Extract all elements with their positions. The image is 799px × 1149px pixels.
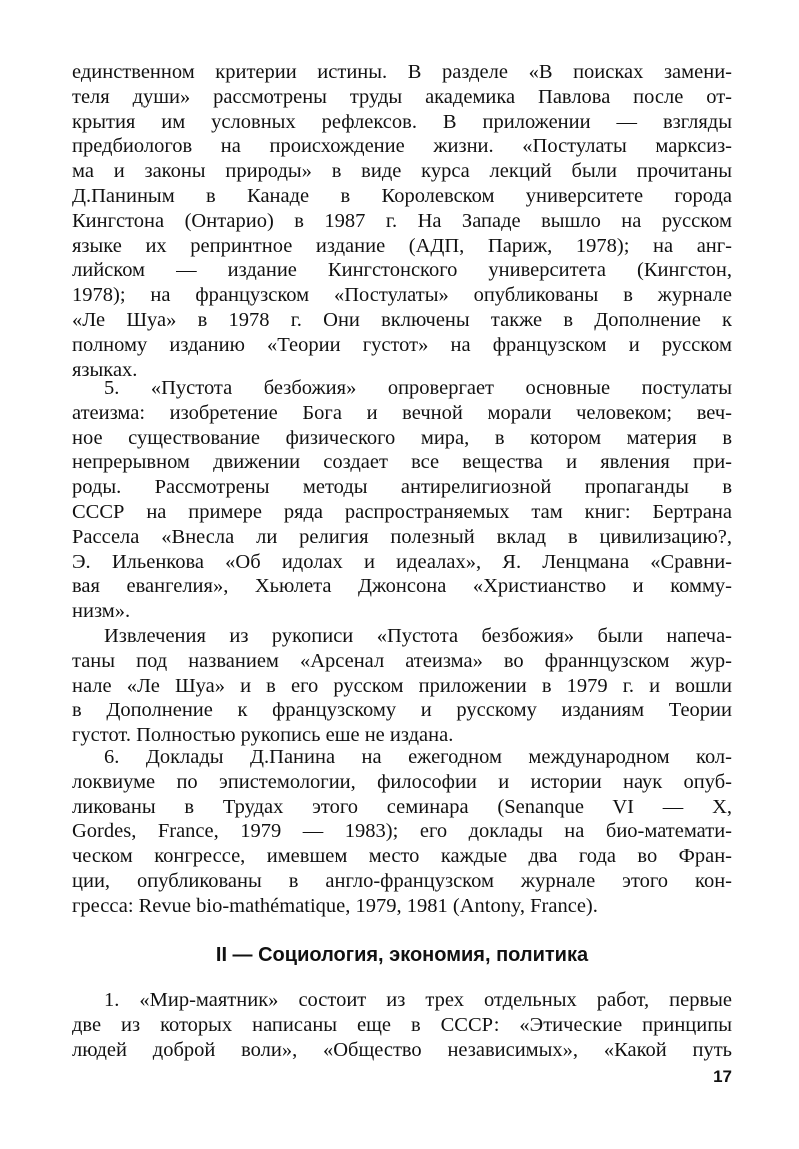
section-heading: II — Социология, экономия, политика [215, 944, 589, 966]
text-line: ное существование физического мира, в котором материя в [72, 426, 732, 449]
text-line: гресса: Revue bio-mathématique, 1979, 1981 (Antony, France). [72, 894, 598, 917]
page-number: 17 [713, 1067, 732, 1086]
text-line: Извлечения из рукописи «Пустота безбожия» были напеча- [104, 625, 732, 647]
text-line: языках. [72, 358, 138, 381]
text-line: теля души» рассмотрены труды академика Павлова после от- [72, 85, 732, 108]
text-line: ликованы в Трудах этого семинара (Senanque VI — X, [72, 795, 732, 818]
text-line: 6. Доклады Д.Панина на ежегодном международном кол- [104, 746, 732, 768]
text-line: 1978); на французском «Постулаты» опубликованы в журнале [72, 284, 732, 307]
text-line: Gordes, France, 1979 — 1983); его доклады на био-математи- [72, 820, 732, 843]
text-line: предбиологов на происхождение жизни. «Постулаты марксиз- [72, 135, 732, 158]
text-line: Э. Ильенкова «Об идолах и идеалах», Я. Ленцмана «Сравни- [72, 550, 732, 573]
text-line: единственном критерии истины. В разделе «В поисках замени- [72, 61, 732, 83]
text-line: таны под названием «Арсенал атеизма» во франнцузском жур- [72, 649, 732, 672]
paragraph-item-6 [72, 745, 732, 919]
text-line: вая евангелия», Хьюлета Джонсона «Христианство и комму- [72, 575, 732, 598]
paragraph-extracts [72, 624, 732, 748]
text-line: локвиуме по эпистемологии, философии и истории наук опуб- [72, 770, 732, 793]
text-line: Рассела «Внесла ли религия полезный вклад в цивилизацию?, [72, 525, 732, 548]
text-line: крытия им условных рефлексов. В приложении — взгляды [72, 110, 732, 133]
paragraph-continuation [72, 60, 732, 382]
text-line: непрерывном движении создает все вещества и явления при- [72, 451, 732, 474]
paragraph-item-5 [72, 376, 732, 624]
text-line: языке их репринтное издание (АДП, Париж, 1978); на анг- [72, 234, 732, 257]
text-line: СССР на примере ряда распространяемых там книг: Бертрана [72, 500, 732, 523]
text-line: нале «Ле Шуа» и в его русском приложении в 1979 г. и вошли [72, 674, 732, 697]
text-line: низм». [72, 600, 131, 623]
text-line: «Ле Шуа» в 1978 г. Они включены также в Дополнение к [72, 308, 732, 331]
text-line: 1. «Мир-маятник» состоит из трех отдельных работ, первые [104, 989, 732, 1011]
paragraph-section-2-item-1 [72, 988, 732, 1062]
text-line: 5. «Пустота безбожия» опровергает основные постулаты [104, 377, 732, 399]
text-line: Д.Паниным в Канаде в Королевском университете города [72, 184, 732, 207]
text-line: в Дополнение к французскому и русскому изданиям Теории [72, 699, 732, 722]
text-line: Кингстона (Онтарио) в 1987 г. На Западе вышло на русском [72, 209, 732, 232]
text-line: ции, опубликованы в англо-французском журнале этого кон- [72, 869, 732, 892]
text-line: густот. Полностью рукопись еше не издана. [72, 724, 454, 747]
text-line: полному изданию «Теории густот» на французском и русском [72, 333, 732, 356]
text-line: атеизма: изобретение Бога и вечной морали человеком; веч- [72, 401, 732, 424]
text-line: две из которых написаны еще в СССР: «Этические принципы [72, 1013, 732, 1036]
text-line: роды. Рассмотрены методы антирелигиозной пропаганды в [72, 476, 732, 499]
text-line: ма и законы природы» в виде курса лекций были прочитаны [72, 160, 732, 183]
text-line: людей доброй воли», «Общество независимых», «Какой путь [72, 1038, 732, 1061]
text-line: лийском — издание Кингстонского университета (Кингстон, [72, 259, 732, 282]
text-line: ческом конгрессе, имевшем место каждые два года во Фран- [72, 845, 732, 868]
